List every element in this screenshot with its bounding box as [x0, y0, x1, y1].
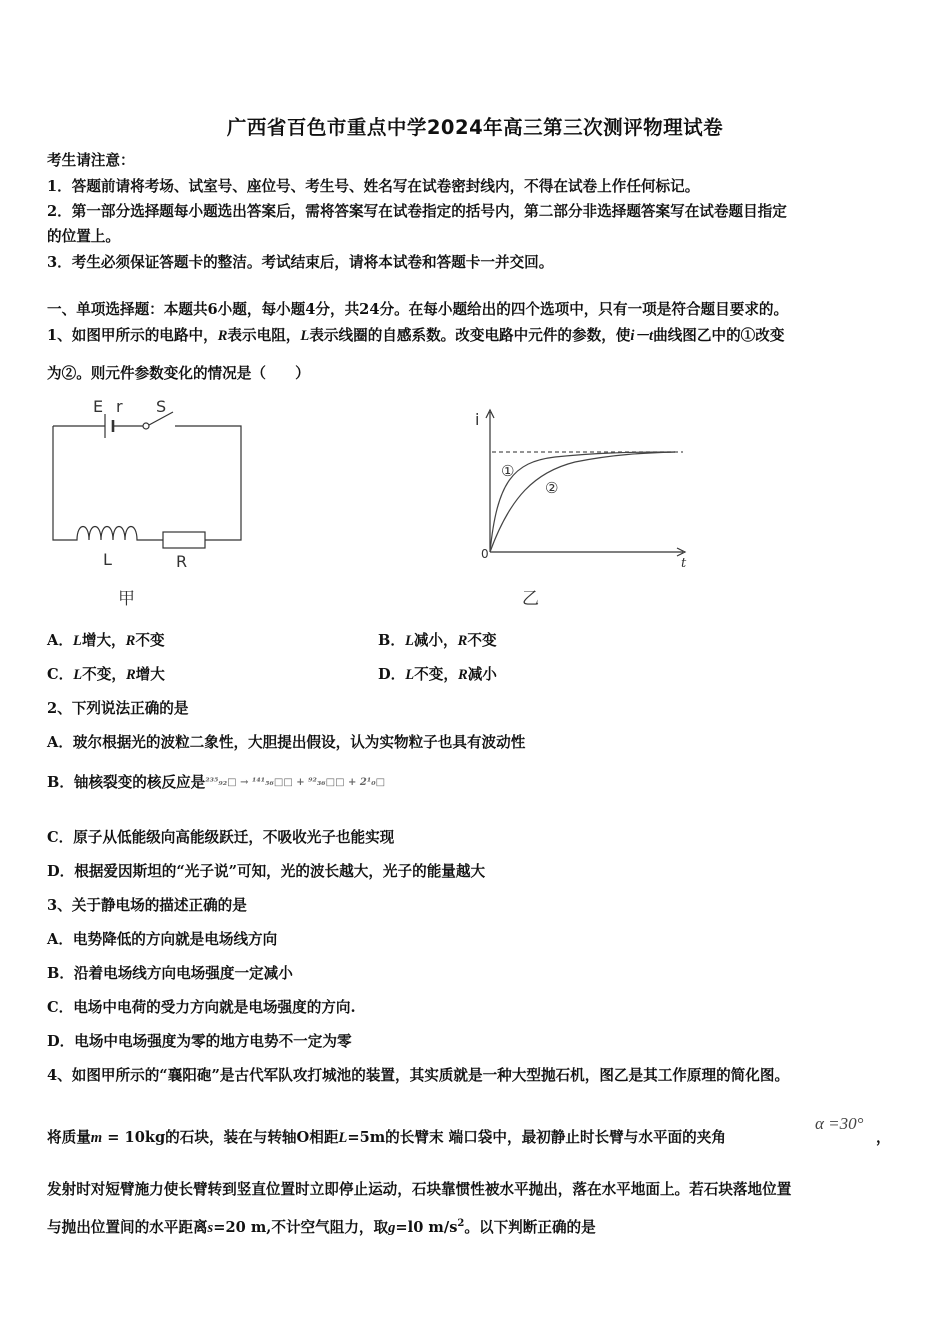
- notice-item: 的位置上。: [47, 228, 120, 245]
- option-b[interactable]: B．L减小，R不变: [378, 632, 497, 649]
- page-title: 广西省百色市重点中学2024年高三第三次测评物理试卷: [226, 116, 724, 139]
- label-R: R: [176, 552, 188, 571]
- option-a[interactable]: A．电势降低的方向就是电场线方向: [47, 931, 278, 948]
- question-3-stem: 3、关于静电场的描述正确的是: [47, 897, 247, 914]
- axis-label-i: i: [475, 410, 480, 429]
- question-1-stem-cont: 为②。则元件参数变化的情况是（ ）: [47, 365, 310, 382]
- question-1-stem: 1、如图甲所示的电路中，R表示电阻，L表示线圈的自感系数。改变电路中元件的参数，使i－t曲线图乙中的①改变: [47, 327, 785, 344]
- option-d[interactable]: D．L不变，R减小: [378, 666, 497, 683]
- notice-heading: 考生请注意：: [47, 152, 135, 169]
- it-graph: [465, 402, 700, 612]
- option-c[interactable]: C．电场中电荷的受力方向就是电场强度的方向.: [47, 999, 356, 1016]
- figure-caption-yi: 乙: [522, 589, 539, 609]
- curve-2-label: ②: [545, 479, 559, 497]
- label-S: S: [156, 397, 167, 416]
- angle-formula: α =30°: [815, 1114, 864, 1133]
- curve-1-label: ①: [501, 462, 515, 480]
- option-d[interactable]: D．电场中电场强度为零的地方电势不一定为零: [47, 1033, 352, 1050]
- option-b[interactable]: B．铀核裂变的核反应是²³⁵₉₂□ → ¹⁴¹₅₆□□ + ⁹²₃₆□□ + 2¹₀□: [47, 774, 386, 791]
- label-L: L: [103, 550, 112, 569]
- question-4-stem-cont: 将质量m = 10kg的石块，装在与转轴O相距L=5m的长臂末 端口袋中，最初静止时长臂与水平面的夹角: [47, 1129, 726, 1146]
- figure-caption-jia: 甲: [118, 589, 135, 609]
- option-a[interactable]: A．玻尔根据光的波粒二象性，大胆提出假设，认为实物粒子也具有波动性: [47, 734, 526, 751]
- notice-item: 3．考生必须保证答题卡的整洁。考试结束后，请将本试卷和答题卡一并交回。: [47, 254, 554, 271]
- question-2-stem: 2、下列说法正确的是: [47, 700, 189, 717]
- option-d[interactable]: D．根据爱因斯坦的“光子说”可知，光的波长越大，光子的能量越大: [47, 863, 486, 880]
- notice-item: 2．第一部分选择题每小题选出答案后，需将答案写在试卷指定的括号内，第二部分非选择题答案写在试卷题目指定: [47, 203, 787, 220]
- axis-label-t: t: [681, 556, 687, 571]
- question-4-stem-cont: 发射时对短臂施力使长臂转到竖直位置时立即停止运动，石块靠惯性被水平抛出，落在水平地面上。若石块落地位置: [47, 1181, 792, 1198]
- option-c[interactable]: C．原子从低能级向高能级跃迁，不吸收光子也能实现: [47, 829, 395, 846]
- option-b[interactable]: B．沿着电场线方向电场强度一定减小: [47, 965, 293, 982]
- question-4-stem: 4、如图甲所示的“襄阳砲”是古代军队攻打城池的装置，其实质就是一种大型抛石机，图乙是其工作原理的简化图。: [47, 1067, 790, 1084]
- section-heading: 一、单项选择题：本题共6小题，每小题4分，共24分。在每小题给出的四个选项中，只有一项是符合题目要求的。: [47, 301, 789, 318]
- origin-label: 0: [481, 547, 489, 561]
- circuit-diagram: [45, 392, 255, 612]
- option-c[interactable]: C．L不变，R增大: [47, 666, 165, 683]
- notice-item: 1．答题前请将考场、试室号、座位号、考生号、姓名写在试卷密封线内，不得在试卷上作任何标记。: [47, 178, 700, 195]
- nuclear-equation: ²³⁵₉₂□ → ¹⁴¹₅₆□□ + ⁹²₃₆□□ + 2¹₀□: [205, 777, 386, 788]
- question-4-stem-cont: 与抛出位置间的水平距离s=20 m,不计空气阻力，取g=l0 $m/s^2$。以下判断正确的是: [47, 1218, 596, 1236]
- label-E: E: [93, 397, 104, 416]
- label-r: r: [116, 397, 123, 416]
- option-a[interactable]: A．L增大，R不变: [47, 632, 165, 649]
- comma: ，: [876, 1129, 891, 1146]
